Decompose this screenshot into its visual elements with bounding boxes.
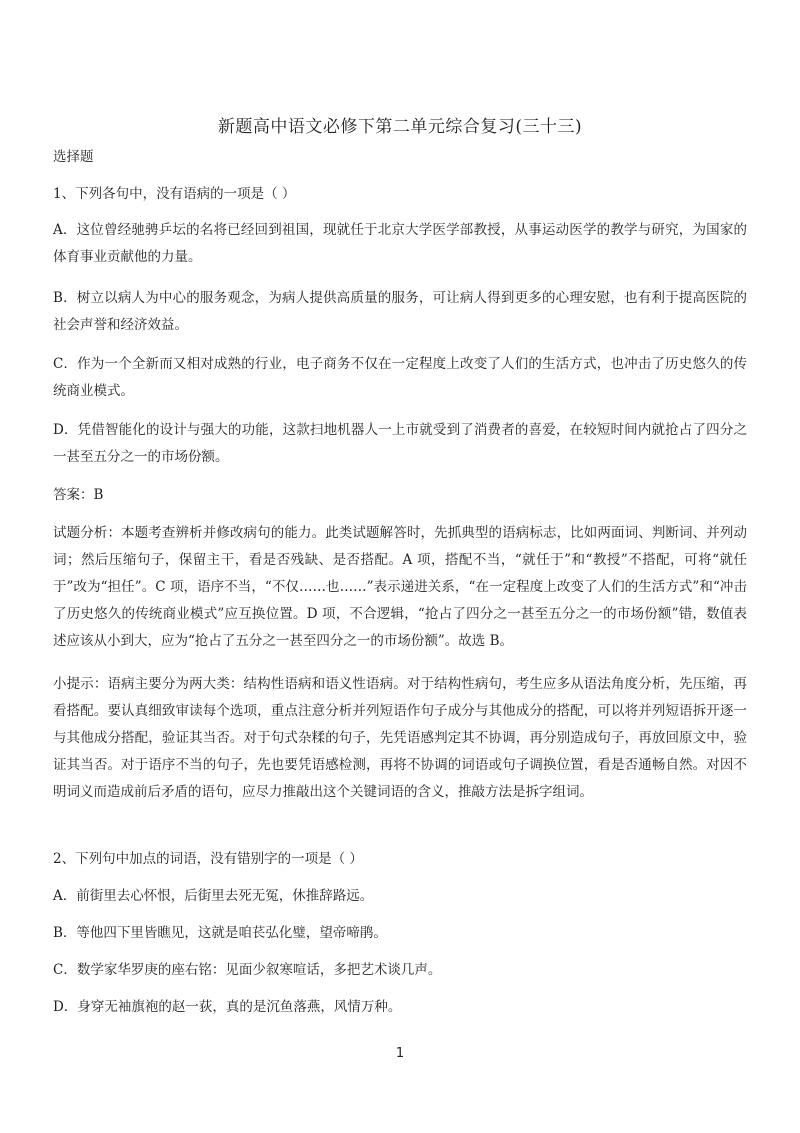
question-1-option-a: A．这位曾经驰骋乒坛的名将已经回到祖国，现就任于北京大学医学部教授，从事运动医学的教学与研究，为国家的体育事业贡献他的力量。 [53,222,747,265]
question-1-option-c: C．作为一个全新而又相对成熟的行业，电子商务不仅在一定程度上改变了人们的生活方式，也冲击了历史悠久的传统商业模式。 [53,356,747,399]
page-number: 1 [395,1046,405,1061]
question-1-option-b: B．树立以病人为中心的服务观念，为病人提供高质量的服务，可让病人得到更多的心理安慰，也有利于提高医院的社会声誉和经济效益。 [53,290,747,333]
question-2-option-a: A．前街里去心怀恨，后街里去死无冤，休推辞路远。 [53,888,374,904]
question-2-option-d: D．身穿无袖旗袍的赵一荻，真的是沉鱼落燕，风情万种。 [53,999,402,1015]
question-1-stem: 1、下列各句中，没有语病的一项是（ ） [53,186,296,202]
question-2-option-c: C．数学家华罗庚的座右铭：见面少叙寒喧话，多把艺术谈几声。 [53,962,442,978]
question-1-analysis: 试题分析：本题考查辨析并修改病句的能力。此类试题解答时，先抓典型的语病标志，比如两面词、判断词、并列动词；然后压缩句子，保留主干，看是否残缺、是否搭配。A 项，搭配不当，“就任于”和“教授”不搭配，可将“就任于”改为“担任”。C 项，语序不当，“不仅……也……”表示递进关系，“在一定程度上改变了人们的生活方式”和“冲击了历史悠久的传统商业模式”应互换位置。D 项，不合逻辑，“抢占了四分之一甚至五分之一的市场份额”错，数值表述应该从小到大，应为“抢占了五分之一甚至四分之一的市场份额”。故选 B。 [53,525,747,649]
question-2-option-b: B．等他四下里皆瞧见，这就是咱苌弘化璧，望帝啼鹃。 [53,925,387,941]
section-heading: 选择题 [53,149,94,165]
document-title: 新题高中语文必修下第二单元综合复习(三十三) [217,117,583,137]
question-1-option-d: D．凭借智能化的设计与强大的功能，这款扫地机器人一上市就受到了消费者的喜爱，在较短时间内就抢占了四分之一甚至五分之一的市场份额。 [53,422,747,465]
question-1-tip: 小提示：语病主要分为两大类：结构性语病和语义性语病。对于结构性病句，考生应多从语法角度分析，先压缩，再看搭配。要认真细致审读每个选项，重点注意分析并列短语作句子成分与其他成分的搭配，可以将并列短语拆开逐一与其他成分搭配，验证其当否。对于句式杂糅的句子，先凭语感判定其不协调，再分别造成句子，再放回原文中，验证其当否。对于语序不当的句子，先也要凭语感检测，再将不协调的词语或句子调换位置，看是否通畅自然。对因不明词义而造成前后矛盾的语句，应尽力推敲出这个关键词语的含义，推敲方法是拆字组词。 [53,676,747,800]
question-2-stem: 2、下列句中加点的词语，没有错别字的一项是（ ） [53,851,363,867]
question-1-answer: 答案：B [53,487,104,503]
